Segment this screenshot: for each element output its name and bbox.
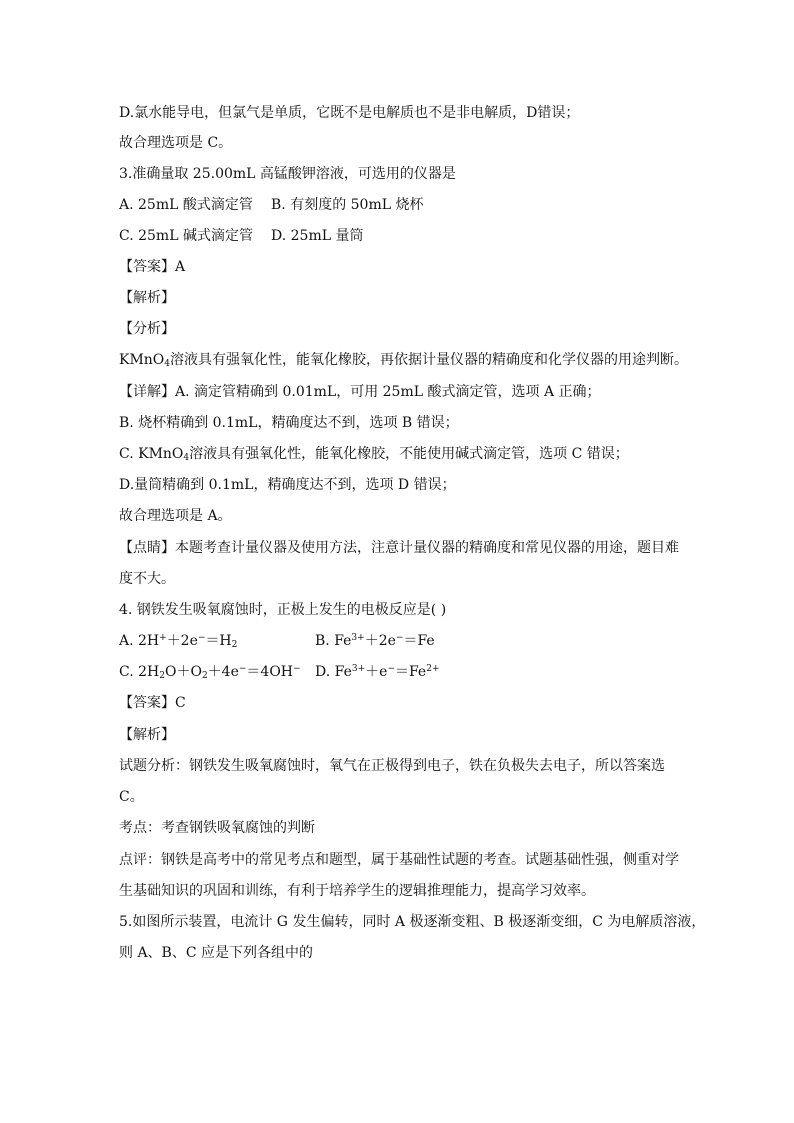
option-a: A. $2H^++2e^-=H_2$: [119, 633, 238, 650]
text-line: B. 烧杯精确到 0.1mL，精确度达不到，选项 B 错误；: [119, 415, 459, 431]
analysis-label: 【解析】: [119, 290, 175, 306]
text-line: D.量筒精确到 0.1mL，精确度达不到，选项 D 错误；: [119, 477, 456, 493]
analysis-label: 【解析】: [119, 727, 175, 743]
option-row: [119, 195, 424, 215]
question-5-stem: 5.如图所示装置，电流计 G 发生偏转，同时 A 极逐渐变粗、B 极逐渐变细，C 为电解质溶液，: [119, 914, 706, 930]
answer-label: 【答案】A: [119, 259, 186, 275]
text-line: C。: [119, 789, 144, 805]
option-row: [119, 631, 435, 651]
text-line: 【详解】A. 滴定管精确到 0.01mL，可用 25mL 酸式滴定管，选项 A 正确；: [119, 384, 601, 400]
text-line: 点评：钢铁是高考中的常见考点和题型，属于基础性试题的考查。试题基础性强，侧重对学: [119, 852, 679, 868]
option-b: B. $Fe^{3+}+2e^-=Fe$: [315, 633, 435, 649]
option-d: D. 25mL 量筒: [271, 228, 364, 244]
answer-label: 【答案】C: [119, 695, 186, 711]
question-4-stem: 4. 钢铁发生吸氧腐蚀时，正极上发生的电极反应是( ): [119, 602, 447, 618]
fenxi-label: 【分析】: [119, 321, 175, 337]
text-line: 考点：考查钢铁吸氧腐蚀的判断: [119, 820, 315, 836]
text-line: 度不大。: [119, 571, 175, 587]
text-line: 生基础知识的巩固和训练，有利于培养学生的逻辑推理能力，提高学习效率。: [119, 883, 595, 899]
option-d: D. $Fe^{3+}+e^-=Fe^{2+}$: [315, 664, 440, 680]
option-c: C. $2H_2O+O_2+4e^-=4OH^-$: [119, 664, 301, 681]
option-c: C. 25mL 碱式滴定管: [119, 228, 253, 244]
option-row: [119, 662, 440, 682]
text-line: 试题分析：钢铁发生吸氧腐蚀时，氧气在正极得到电子，铁在负极失去电子，所以答案选: [119, 758, 665, 774]
text-line: C. KMnO$_4$溶液具有强氧化性，能氧化橡胶，不能使用碱式滴定管，选项 C 错误；: [119, 446, 629, 463]
option-b: B. 有刻度的 50mL 烧杯: [271, 197, 424, 213]
text-line: 【点睛】本题考查计量仪器及使用方法，注意计量仪器的精确度和常见仪器的用途，题目难: [119, 540, 679, 556]
question-3-stem: 3.准确量取 25.00mL 高锰酸钾溶液，可选用的仪器是: [119, 166, 456, 182]
text-line: 故合理选项是 A。: [119, 508, 232, 524]
text-line: 则 A、B、C 应是下列各组中的: [119, 945, 314, 961]
option-row: [119, 226, 364, 246]
text-line: 故合理选项是 C。: [119, 135, 233, 151]
option-a: A. 25mL 酸式滴定管: [119, 197, 253, 213]
text-line: D.氯水能导电，但氯气是单质，它既不是电解质也不是非电解质，D错误；: [119, 105, 580, 121]
text-line: KMnO$_4$溶液具有强氧化性，能氧化橡胶，再依据计量仪器的精确度和化学仪器的用途判断。: [119, 352, 689, 369]
